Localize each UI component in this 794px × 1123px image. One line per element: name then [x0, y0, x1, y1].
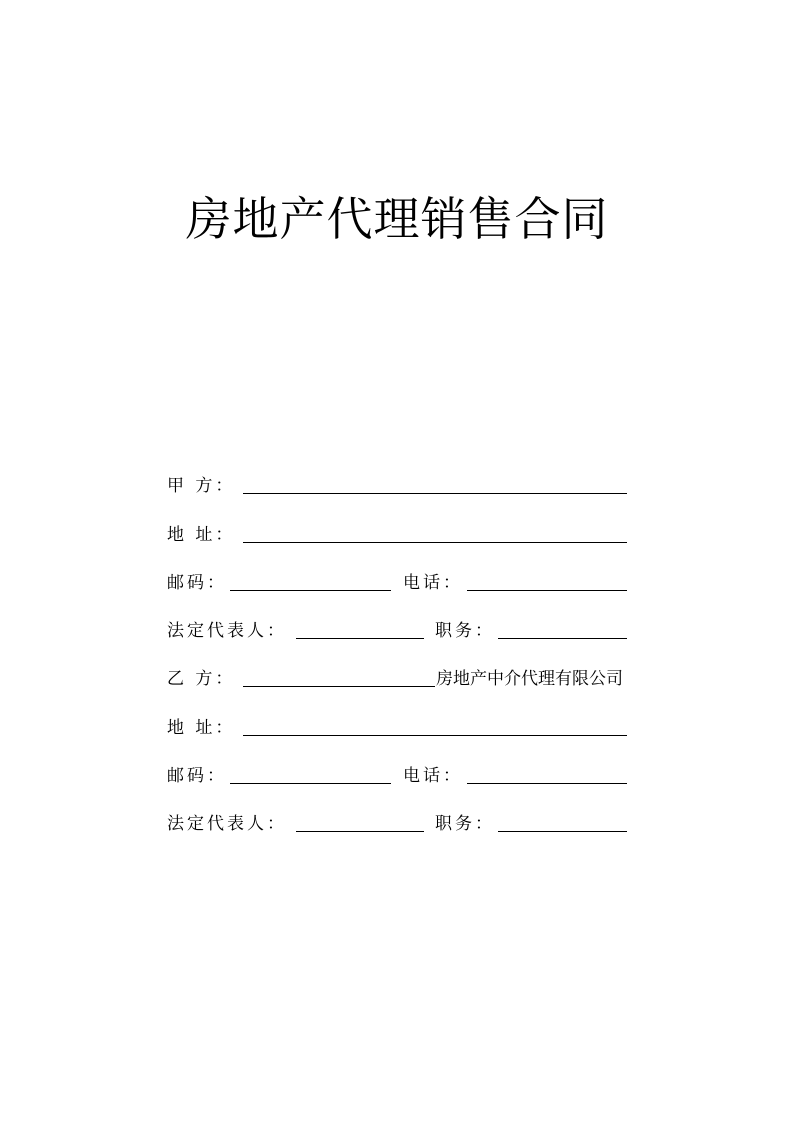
party-b-contact-row — [167, 764, 647, 788]
party-b-position-field[interactable] — [498, 831, 627, 832]
party-a-rep-row — [167, 619, 647, 643]
party-b-position-label: 职务： — [435, 814, 495, 834]
party-a-postcode-field[interactable] — [230, 590, 391, 591]
party-b-phone-field[interactable] — [467, 783, 627, 784]
party-a-address-label: 地 址： — [167, 525, 236, 545]
party-a-row — [167, 474, 647, 498]
party-b-label: 乙 方： — [167, 669, 236, 689]
party-b-name-field[interactable] — [243, 686, 435, 687]
party-a-rep-label: 法定代表人： — [167, 621, 287, 641]
party-a-position-label: 职务： — [435, 621, 495, 641]
party-b-address-label: 地 址： — [167, 718, 236, 738]
party-a-address-row — [167, 523, 647, 547]
party-b-postcode-label: 邮码： — [167, 766, 227, 786]
party-b-postcode-field[interactable] — [230, 783, 391, 784]
party-a-name-field[interactable] — [243, 493, 627, 494]
party-a-contact-row — [167, 571, 647, 595]
party-a-position-field[interactable] — [498, 638, 627, 639]
party-b-row — [167, 667, 647, 691]
party-a-label: 甲 方： — [167, 476, 236, 496]
party-a-phone-field[interactable] — [467, 590, 627, 591]
party-b-company-suffix: 房地产中介代理有限公司 — [436, 669, 623, 689]
document-title: 房地产代理销售合同 — [185, 192, 609, 246]
party-b-phone-label: 电话： — [403, 766, 463, 786]
party-a-address-field[interactable] — [243, 542, 627, 543]
party-b-address-row — [167, 716, 647, 740]
party-b-rep-field[interactable] — [296, 831, 424, 832]
party-b-rep-row — [167, 812, 647, 836]
party-a-phone-label: 电话： — [403, 573, 463, 593]
party-b-address-field[interactable] — [243, 735, 627, 736]
party-a-postcode-label: 邮码： — [167, 573, 227, 593]
party-b-rep-label: 法定代表人： — [167, 814, 287, 834]
party-a-rep-field[interactable] — [296, 638, 424, 639]
